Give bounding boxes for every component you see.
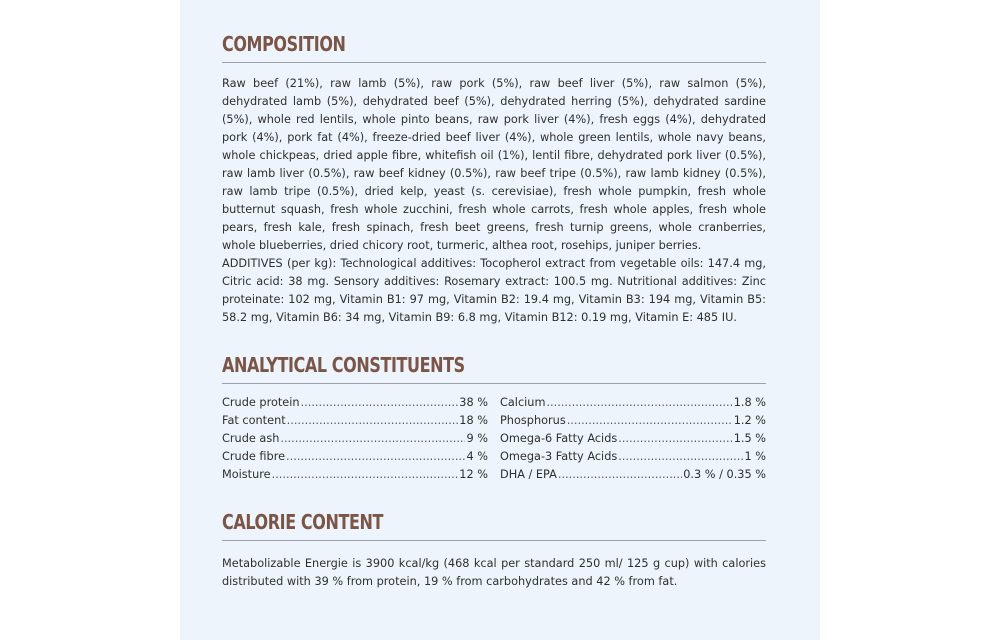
constituent-value: 9 % — [466, 432, 488, 445]
constituent-row — [500, 394, 766, 412]
constituents-right-column — [500, 394, 766, 484]
constituent-name: Crude protein — [222, 396, 300, 409]
constituent-row — [500, 412, 766, 430]
constituent-row — [222, 448, 488, 466]
constituent-row — [222, 430, 488, 448]
constituent-value: 12 % — [459, 468, 488, 481]
constituent-value: 4 % — [466, 450, 488, 463]
composition-section — [222, 32, 766, 327]
calorie-divider — [222, 540, 766, 541]
constituent-name: Moisture — [222, 468, 271, 481]
calorie-text: Metabolizable Energie is 3900 kcal/kg (468 kcal per standard 250 ml/ 125 g cup) with calories distributed with 39 % from protein, 19 % from carbohydrates and 42 % from fat. — [222, 557, 766, 588]
composition-additives: ADDITIVES (per kg): Technological additives: Tocopherol extract from vegetable oils: 147.4 mg, Citric acid: 38 mg. Sensory additives: Rosemary extract: 100.5 mg. Nutritional additives: Zinc proteinate: 102 mg, Vitamin B1: 97 mg, Vitamin B2: 19.4 mg, Vitamin B3: 194 mg, Vitamin B5: 58.2 mg, Vitamin B6: 34 mg, Vitamin B9: 6.8 mg, Vitamin B12: 0.19 mg, Vitamin E: 485 IU. — [222, 257, 766, 324]
constituent-name: Fat content — [222, 414, 286, 427]
composition-heading: COMPOSITION — [222, 32, 346, 56]
constituent-name: DHA / EPA — [500, 468, 557, 481]
constituent-row — [222, 466, 488, 484]
constituent-row — [222, 412, 488, 430]
constituent-value: 0.3 % / 0.35 % — [683, 468, 766, 481]
constituent-name: Omega-3 Fatty Acids — [500, 450, 618, 463]
constituent-row — [500, 448, 766, 466]
product-info-panel — [180, 0, 820, 640]
constituent-value: 1 % — [744, 450, 766, 463]
analytical-divider — [222, 383, 766, 384]
calorie-section — [222, 510, 766, 591]
product-info-content — [222, 30, 766, 591]
analytical-section — [222, 353, 766, 484]
constituent-name: Calcium — [500, 396, 546, 409]
constituent-name: Phosphorus — [500, 414, 566, 427]
constituent-value: 1.2 % — [733, 414, 766, 427]
constituent-value: 1.5 % — [733, 432, 766, 445]
constituents-left-column — [222, 394, 488, 484]
constituent-name: Crude ash — [222, 432, 280, 445]
constituent-name: Omega-6 Fatty Acids — [500, 432, 618, 445]
calorie-heading: CALORIE CONTENT — [222, 510, 384, 534]
analytical-heading: ANALYTICAL CONSTITUENTS — [222, 353, 465, 377]
constituent-value: 18 % — [459, 414, 488, 427]
constituent-name: Crude fibre — [222, 450, 286, 463]
composition-ingredients: Raw beef (21%), raw lamb (5%), raw pork (5%), raw beef liver (5%), raw salmon (5%), dehydrated lamb (5%), dehydrated beef (5%), dehydrated herring (5%), dehydrated sardine (5%), whole red lentils, whole pinto beans, raw pork liver (4%), fresh eggs (4%), dehydrated pork (4%), pork fat (4%), freeze-dried beef liver (4%), whole green lentils, whole navy beans, whole chickpeas, dried apple fibre, whitefish oil (1%), lentil fibre, dehydrated pork liver (0.5%), raw lamb liver (0.5%), raw beef kidney (0.5%), raw beef tripe (0.5%), raw lamb kidney (0.5%), raw lamb tripe (0.5%), dried kelp, yeast (s. cerevisiae), fresh whole pumpkin, fresh whole butternut squash, fresh whole zucchini, fresh whole carrots, fresh whole apples, fresh whole pears, fresh kale, fresh spinach, fresh beet greens, fresh turnip greens, whole cranberries, whole blueberries, dried chicory root, turmeric, althea root, rosehips, juniper berries. — [222, 77, 766, 252]
constituent-value: 1.8 % — [733, 396, 766, 409]
constituent-value: 38 % — [459, 396, 488, 409]
constituent-row — [500, 430, 766, 448]
constituent-row — [500, 466, 766, 484]
composition-divider — [222, 62, 766, 63]
constituent-row — [222, 394, 488, 412]
constituents-table — [222, 394, 766, 484]
